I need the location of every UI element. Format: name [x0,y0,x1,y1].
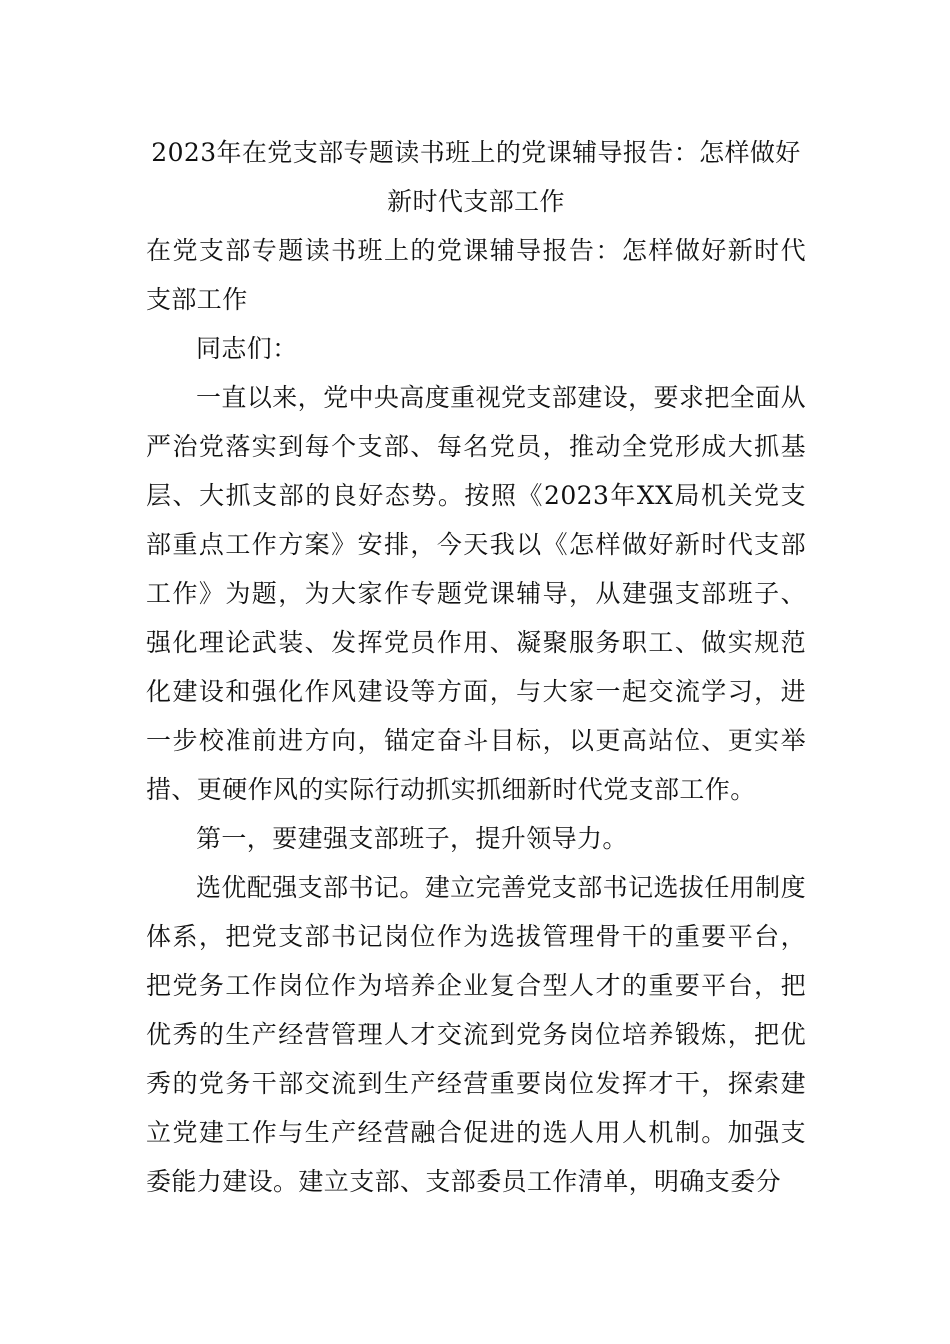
document-body [146,128,806,1206]
salutation-paragraph: 同志们： [196,334,298,363]
section-heading-paragraph: 第一，要建强支部班子，提升领导力。 [196,824,628,853]
subtitle-paragraph: 在党支部专题读书班上的党课辅导报告：怎样做好新时代支部工作 [146,236,806,314]
intro-paragraph: 一直以来，党中央高度重视党支部建设，要求把全面从严治党落实到每个支部、每名党员，推动全党形成大抓基层、大抓支部的良好态势。按照《2023年XX局机关党支部重点工作方案》安排，今天我以《怎样做好新时代支部工作》为题，为大家作专题党课辅导，从建强支部班子、强化理论武装、发挥党员作用、凝聚服务职工、做实规范化建设和强化作风建设等方面，与大家一起交流学习，进一步校准前进方向，锚定奋斗目标，以更高站位、更实举措、更硬作风的实际行动抓实抓细新时代党支部工作。 [146,383,806,804]
body-paragraph: 选优配强支部书记。建立完善党支部书记选拔任用制度体系，把党支部书记岗位作为选拔管理骨干的重要平台，把党务工作岗位作为培养企业复合型人才的重要平台，把优秀的生产经营管理人才交流到党务岗位培养锻炼，把优秀的党务干部交流到生产经营重要岗位发挥才干，探索建立党建工作与生产经营融合促进的选人用人机制。加强支委能力建设。建立支部、支部委员工作清单，明确支委分 [146,873,806,1196]
document-title: 2023年在党支部专题读书班上的党课辅导报告：怎样做好新时代支部工作 [151,138,801,216]
